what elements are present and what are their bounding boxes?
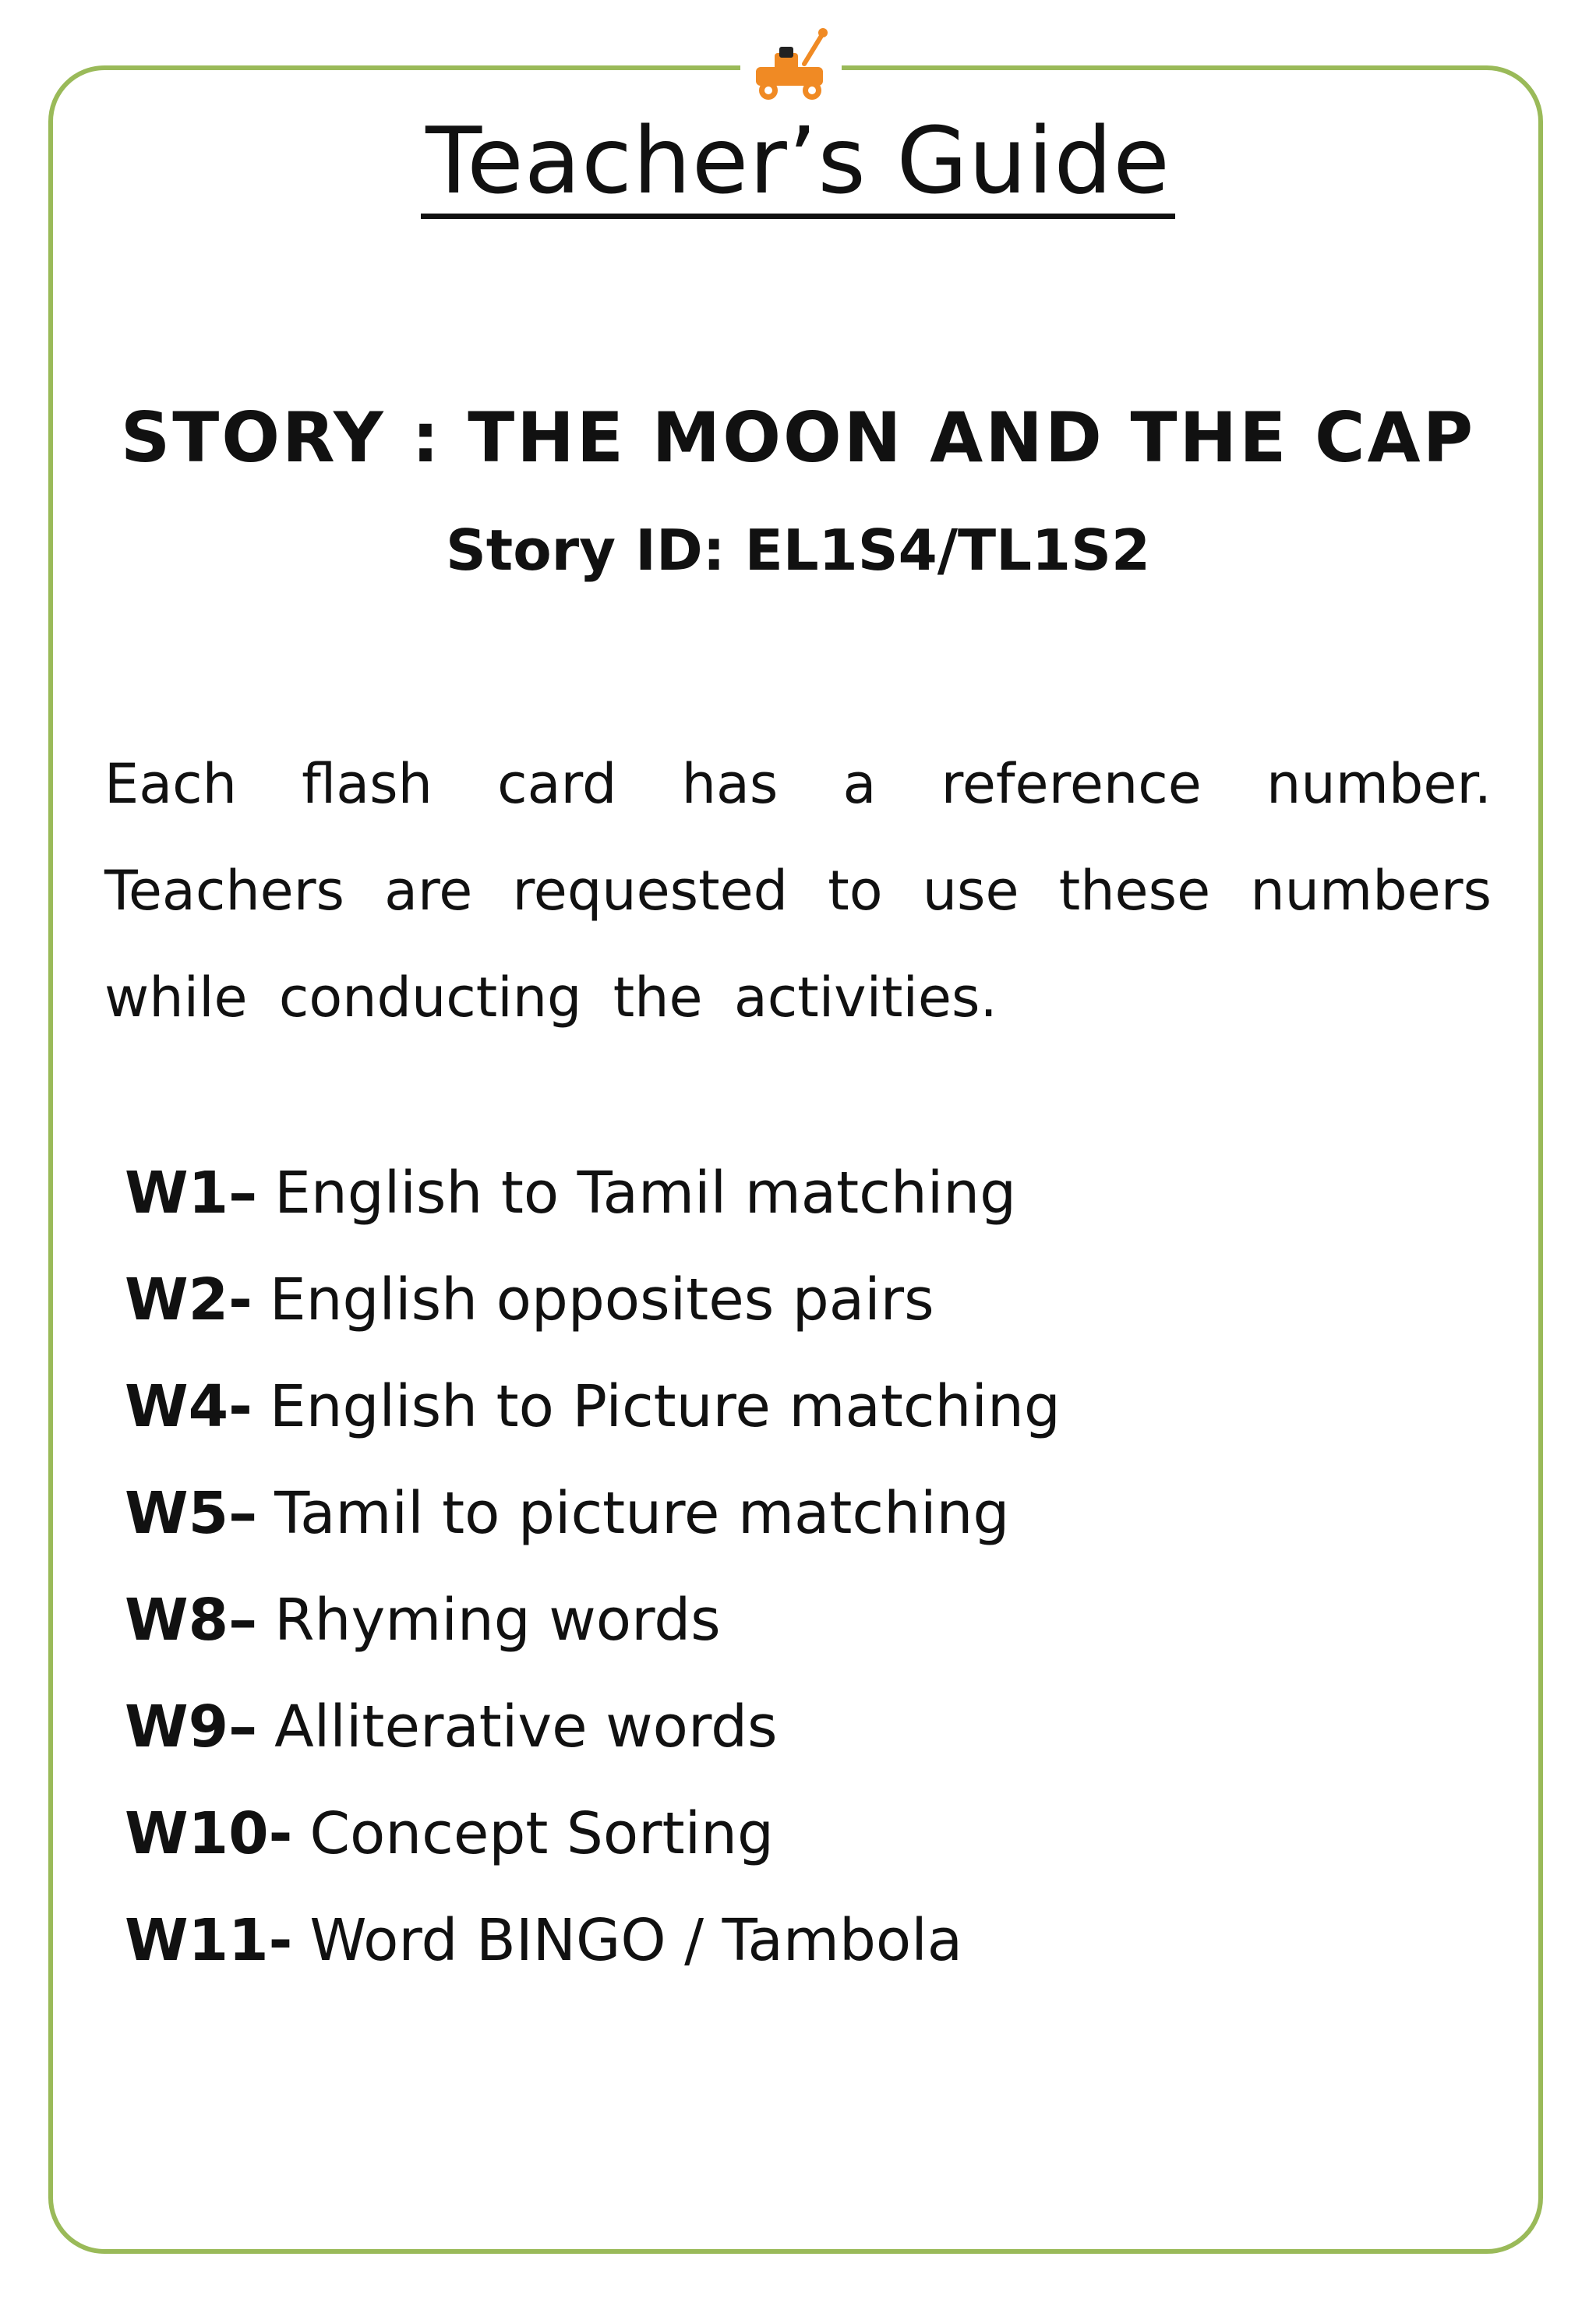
activity-separator: - [268,1800,293,1867]
activity-item-w2 [125,1257,1061,1364]
intro-paragraph: Each flash card has a reference number. Teachers are requested to use these numbers while conducting the activities. [104,752,1492,1029]
activity-item-w8 [125,1577,1061,1684]
activity-separator: - [228,1373,252,1440]
activity-label: English to Picture matching [269,1373,1061,1440]
activity-separator: - [228,1266,252,1333]
activity-label: Rhyming words [274,1587,721,1654]
page-title [0,106,1596,219]
activity-label: Alliterative words [274,1693,778,1760]
activity-item-w5 [125,1471,1061,1577]
activity-label: Tamil to picture matching [274,1480,1010,1547]
activity-item-w4 [125,1364,1061,1471]
activity-code: W8 [125,1587,229,1654]
activity-separator: – [228,1480,258,1547]
activity-code: W5 [125,1480,229,1547]
activity-label: Concept Sorting [309,1800,775,1867]
activity-item-w1 [125,1150,1061,1257]
story-heading: STORY : THE MOON AND THE CAP [120,397,1476,478]
activity-code: W10 [125,1800,269,1867]
activity-separator: – [228,1587,258,1654]
activity-label: English opposites pairs [269,1266,934,1333]
activity-label: English to Tamil matching [274,1160,1017,1227]
story-id: Story ID: EL1S4/TL1S2 [445,517,1151,583]
activity-code: W9 [125,1693,229,1760]
activity-code: W4 [125,1373,229,1440]
activity-list [125,1150,1061,2004]
activity-separator: – [228,1160,258,1227]
activity-item-w11 [125,1898,1061,2004]
page-title-text: Teacher’s Guide [421,109,1175,219]
activity-code: W1 [125,1160,229,1227]
activity-item-w9 [125,1684,1061,1791]
activity-label: Word BINGO / Tambola [309,1907,963,1974]
activity-item-w10 [125,1791,1061,1898]
activity-code: W11 [125,1907,269,1974]
activity-code: W2 [125,1266,229,1333]
tractor-logo-icon [740,19,842,104]
activity-separator: - [268,1907,293,1974]
activity-separator: – [228,1693,258,1760]
